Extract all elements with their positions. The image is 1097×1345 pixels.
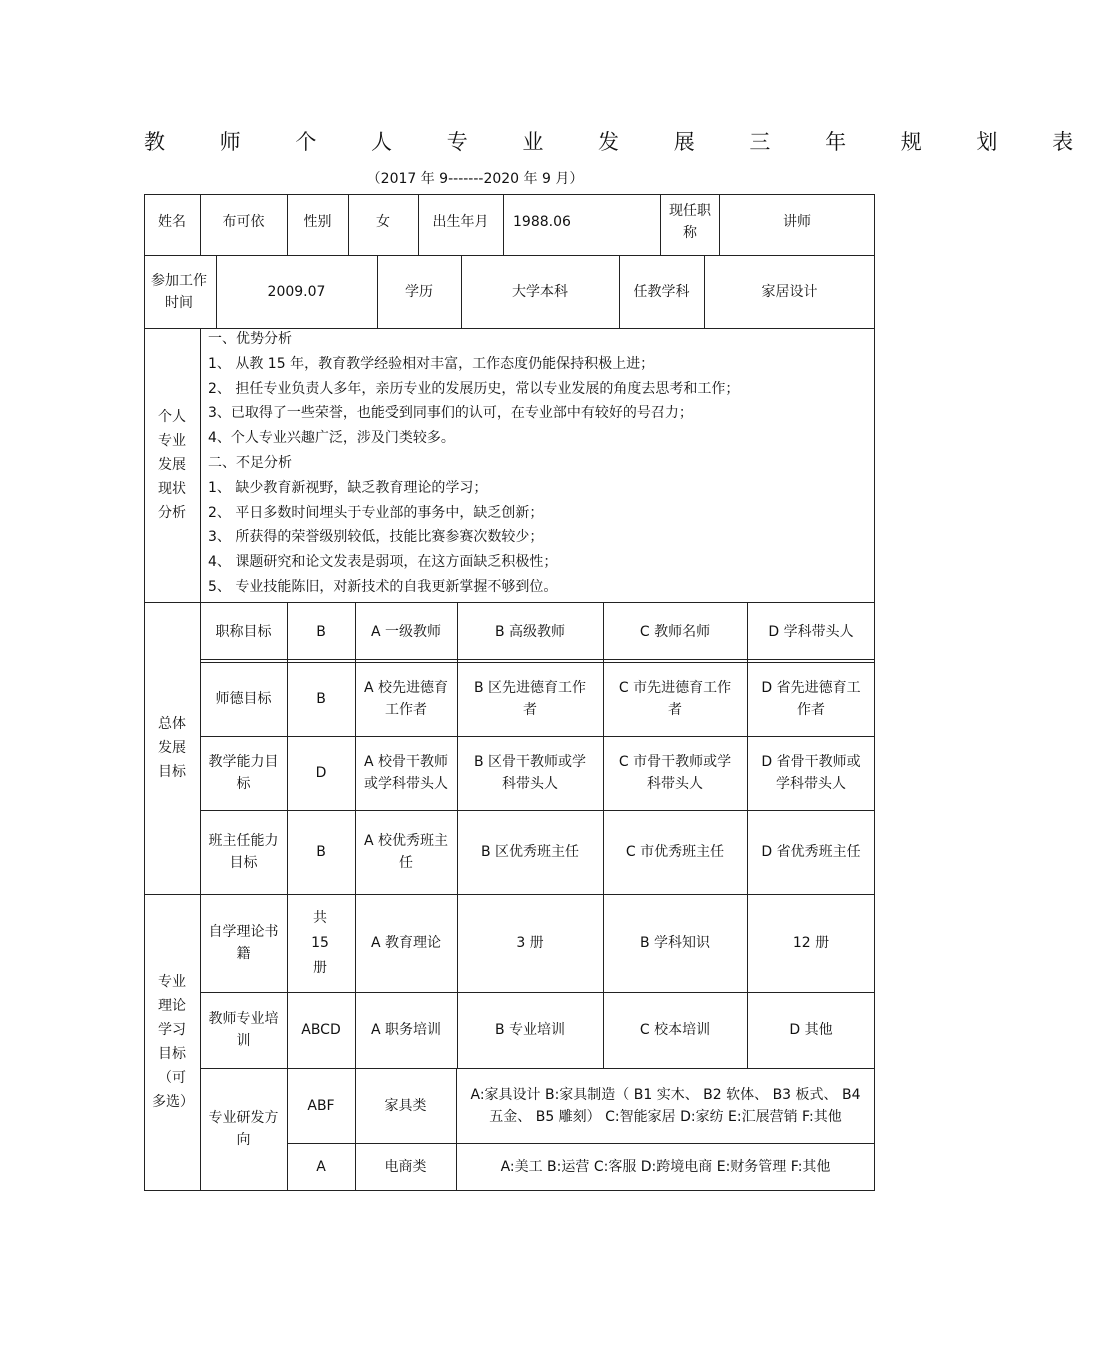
goal-choice: D xyxy=(315,765,327,781)
goal-option-b: B 区骨干教师或学科带头人 xyxy=(473,754,587,792)
gender-value: 女 xyxy=(376,213,390,230)
status-line: 1、 从教 15 年，教育教学经验相对丰富，工作态度仍能保持积极上进； xyxy=(208,355,655,372)
status-list xyxy=(208,327,868,600)
goal-choice: B xyxy=(316,623,326,640)
status-line: 4、 课题研究和论文发表是弱项，在这方面缺乏积极性； xyxy=(208,554,558,571)
training-option-b: B 专业培训 xyxy=(494,1022,566,1038)
status-line: 二、不足分析 xyxy=(208,454,292,471)
goal-option-a: A 校先进德育工作者 xyxy=(363,680,449,718)
status-line: 一、优势分析 xyxy=(208,331,292,347)
birth-value: 1988.06 xyxy=(513,213,571,230)
status-line: 5、 专业技能陈旧，对新技术的自我更新掌握不够到位。 xyxy=(208,578,558,595)
books-name: 自学理论书籍 xyxy=(208,924,279,962)
ecommerce-category: 电商类 xyxy=(384,1158,427,1175)
date-range: （2017 年 9-------2020 年 9 月） xyxy=(366,171,584,187)
furniture-options: A:家具设计 B:家具制造（ B1 实木、 B2 软体、 B3 板式、 B4 五金、 B5 雕刻） C:智能家居 D:家纺 E:汇展营销 F:其他 xyxy=(470,1086,861,1125)
goal-name: 班主任能力目标 xyxy=(208,833,279,871)
status-line: 2、 平日多数时间埋头于专业部的事务中，缺乏创新； xyxy=(208,504,544,521)
training-option-c: C 校本培训 xyxy=(639,1022,711,1038)
goal-option-c: C 市优秀班主任 xyxy=(625,844,725,860)
study-label: 专业理论学习目标（可多选） xyxy=(152,974,194,1110)
ecommerce-choice: A xyxy=(316,1158,326,1175)
goal-option-b: B 区先进德育工作者 xyxy=(473,680,587,718)
research-name: 专业研发方向 xyxy=(208,1110,279,1148)
status-line: 3、 所获得的荣誉级别较低，技能比赛参赛次数较少； xyxy=(208,529,544,546)
education-label: 学历 xyxy=(405,283,433,300)
training-name: 教师专业培训 xyxy=(208,1011,279,1049)
subject-value: 家居设计 xyxy=(761,283,818,300)
title-value: 讲师 xyxy=(783,213,811,230)
goal-option-c: C 教师名师 xyxy=(639,623,711,640)
books-count-b: 12 册 xyxy=(792,935,830,951)
goal-choice: B xyxy=(316,844,326,860)
name-value: 布可依 xyxy=(222,213,265,230)
name-label: 姓名 xyxy=(158,213,186,230)
training-option-d: D 其他 xyxy=(789,1022,833,1038)
page-title: 教 师 个 人 专 业 发 展 三 年 规 划 表 xyxy=(144,130,1097,154)
title-label: 现任职称 xyxy=(669,203,711,241)
books-option-b: B 学科知识 xyxy=(639,935,711,951)
gender-label: 性别 xyxy=(303,213,332,230)
goal-name: 职称目标 xyxy=(215,623,272,640)
status-line: 1、 缺少教育新视野，缺乏教育理论的学习； xyxy=(208,479,488,496)
training-option-a: A 职务培训 xyxy=(370,1022,442,1038)
ecommerce-options: A:美工 B:运营 C:客服 D:跨境电商 E:财务管理 F:其他 xyxy=(500,1158,831,1175)
furniture-choice: ABF xyxy=(307,1097,335,1114)
goal-option-d: D 省骨干教师或学科带头人 xyxy=(761,754,861,792)
goal-option-a: A 校骨干教师或学科带头人 xyxy=(363,754,449,792)
work-time-label: 参加工作时间 xyxy=(151,272,207,311)
goal-option-d: D 省先进德育工作者 xyxy=(761,680,861,718)
goal-option-d: D 省优秀班主任 xyxy=(761,844,861,860)
education-value: 大学本科 xyxy=(512,283,568,300)
status-line: 4、个人专业兴趣广泛，涉及门类较多。 xyxy=(208,430,455,447)
goal-choice: B xyxy=(316,691,326,707)
goal-option-d: D 学科带头人 xyxy=(768,623,854,640)
status-label: 个人专业发展现状分析 xyxy=(158,409,186,521)
status-line: 2、 担任专业负责人多年，亲历专业的发展历史，常以专业发展的角度去思考和工作； xyxy=(208,380,740,397)
goal-option-b: B 区优秀班主任 xyxy=(480,844,580,860)
goal-option-a: A 一级教师 xyxy=(370,623,442,640)
goal-name: 教学能力目标 xyxy=(208,754,279,792)
goal-name: 师德目标 xyxy=(215,691,272,707)
goal-option-a: A 校优秀班主任 xyxy=(363,833,449,871)
books-count-a: 3 册 xyxy=(516,935,544,951)
goal-option-c: C 市先进德育工作者 xyxy=(618,680,732,718)
status-line: 3、已取得了一些荣誉，也能受到同事们的认可，在专业部中有较好的号召力； xyxy=(208,405,693,422)
goal-option-b: B 高级教师 xyxy=(494,623,566,640)
books-option-a: A 教育理论 xyxy=(370,935,442,951)
goals-label: 总体发展目标 xyxy=(158,716,186,780)
books-total: 共15册 xyxy=(311,909,329,976)
furniture-category: 家具类 xyxy=(384,1097,427,1114)
birth-label: 出生年月 xyxy=(432,213,489,230)
goal-option-c: C 市骨干教师或学科带头人 xyxy=(618,754,732,792)
subject-label: 任教学科 xyxy=(633,283,690,300)
training-choice: ABCD xyxy=(301,1022,341,1038)
work-time-value: 2009.07 xyxy=(267,283,326,300)
